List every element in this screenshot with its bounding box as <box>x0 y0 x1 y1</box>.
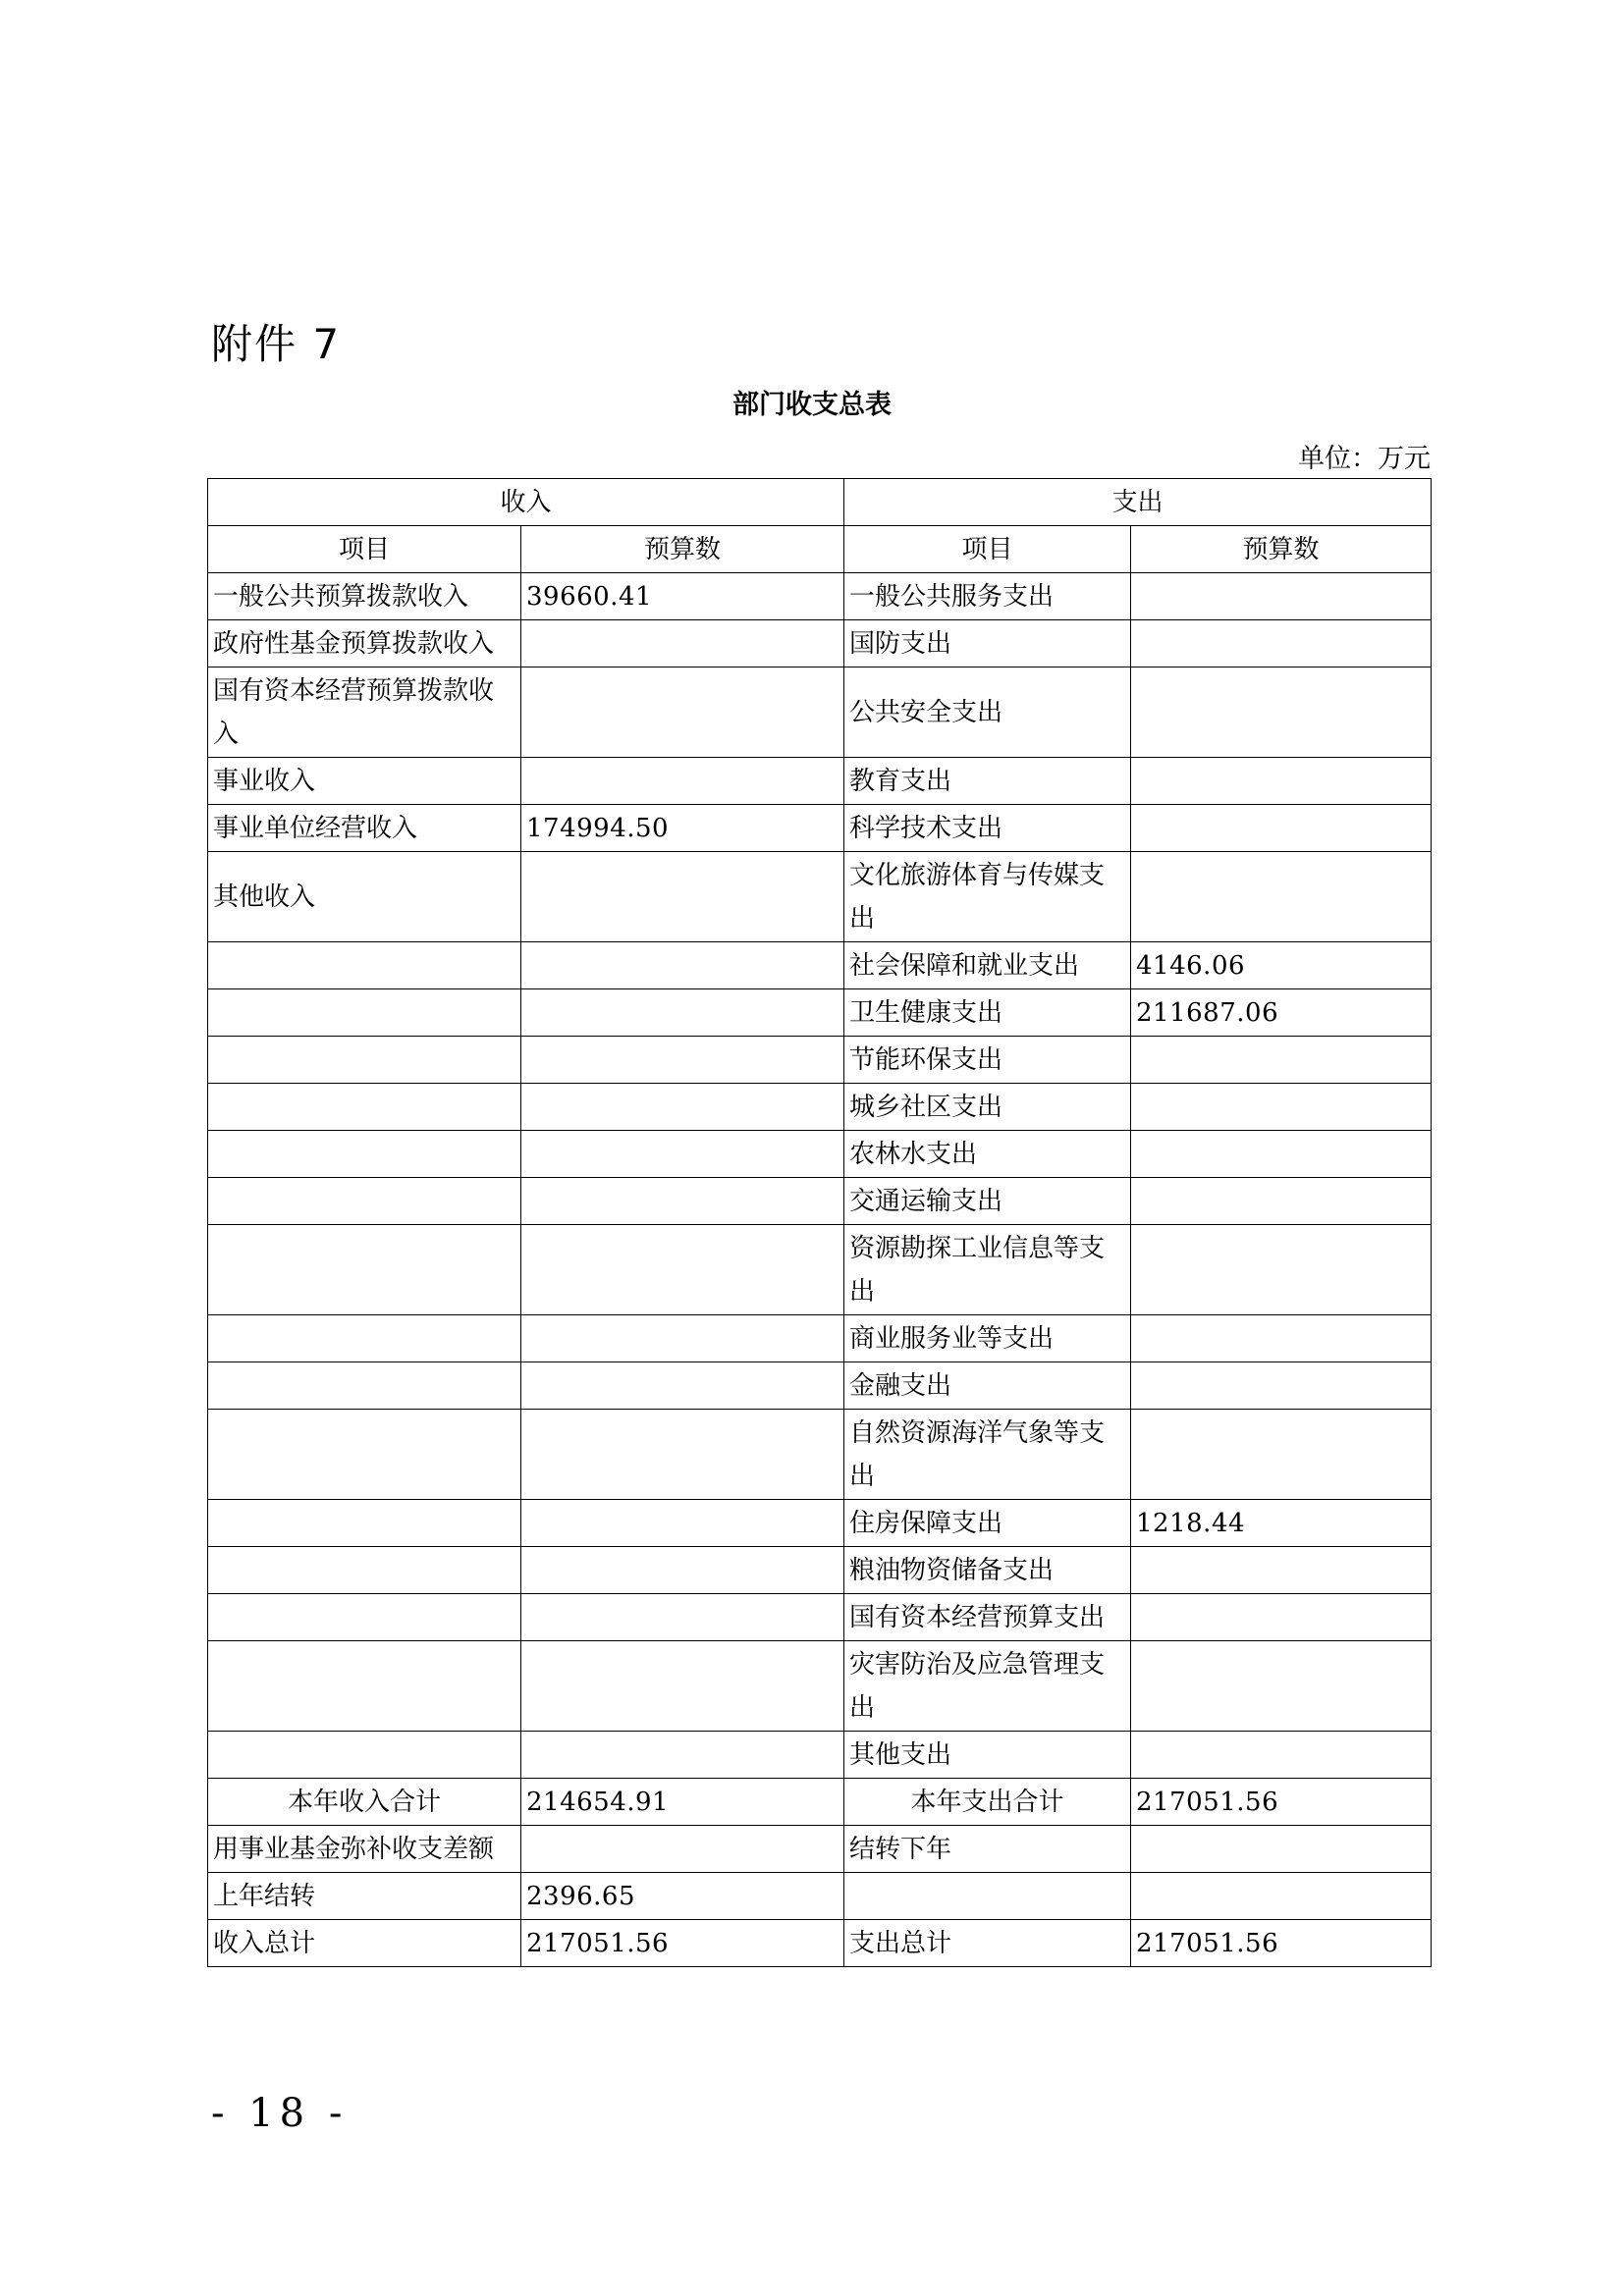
income-item-cell <box>208 1362 521 1410</box>
expense-item-cell: 城乡社区支出 <box>844 1084 1131 1131</box>
fund-income-value <box>521 1826 844 1873</box>
income-budget-cell <box>521 1178 844 1225</box>
income-total-label: 收入总计 <box>208 1920 521 1967</box>
table-row <box>208 1225 1432 1315</box>
table-row <box>208 1084 1432 1131</box>
income-item-cell <box>208 1547 521 1594</box>
income-item-cell <box>208 1500 521 1547</box>
table-row <box>208 1594 1432 1641</box>
table-row <box>208 1037 1432 1084</box>
unit-label: 单位：万元 <box>1298 444 1431 474</box>
income-budget-header: 预算数 <box>521 526 844 573</box>
expense-total-label: 支出总计 <box>844 1920 1131 1967</box>
expense-budget-cell: 1218.44 <box>1131 1500 1432 1547</box>
income-item-header: 项目 <box>208 526 521 573</box>
income-item-cell: 其他收入 <box>208 852 521 942</box>
income-item-cell: 事业单位经营收入 <box>208 805 521 852</box>
income-item-cell: 国有资本经营预算拨款收入 <box>208 667 521 758</box>
fund-row <box>208 1826 1432 1873</box>
fund-income-label: 用事业基金弥补收支差额 <box>208 1826 521 1873</box>
expense-item-cell: 交通运输支出 <box>844 1178 1131 1225</box>
income-budget-cell <box>521 1037 844 1084</box>
total-row <box>208 1920 1432 1967</box>
income-budget-cell <box>521 1732 844 1779</box>
fund-expense-value <box>1131 1826 1432 1873</box>
income-total-value: 217051.56 <box>521 1920 844 1967</box>
expense-group-header: 支出 <box>844 479 1432 526</box>
income-item-cell <box>208 989 521 1037</box>
expense-item-cell: 文化旅游体育与传媒支出 <box>844 852 1131 942</box>
expense-item-cell: 自然资源海洋气象等支出 <box>844 1410 1131 1500</box>
income-budget-cell <box>521 1131 844 1178</box>
income-item-cell <box>208 1732 521 1779</box>
income-budget-cell <box>521 1641 844 1732</box>
column-header-row <box>208 526 1432 573</box>
income-budget-cell: 174994.50 <box>521 805 844 852</box>
expense-item-header: 项目 <box>844 526 1131 573</box>
income-budget-cell <box>521 942 844 989</box>
attachment-label: 附件 7 <box>211 320 342 368</box>
table-row <box>208 1547 1432 1594</box>
income-item-cell: 事业收入 <box>208 758 521 805</box>
carryover-income-label: 上年结转 <box>208 1873 521 1920</box>
expense-budget-cell <box>1131 1547 1432 1594</box>
table-row <box>208 1315 1432 1362</box>
income-item-cell: 政府性基金预算拨款收入 <box>208 620 521 667</box>
table-row <box>208 620 1432 667</box>
income-budget-cell <box>521 1315 844 1362</box>
expense-budget-cell <box>1131 758 1432 805</box>
income-item-cell <box>208 1315 521 1362</box>
income-budget-cell <box>521 1500 844 1547</box>
budget-table <box>207 478 1432 1967</box>
expense-subtotal-value: 217051.56 <box>1131 1779 1432 1826</box>
income-item-cell: 一般公共预算拨款收入 <box>208 573 521 620</box>
expense-subtotal-label: 本年支出合计 <box>844 1779 1131 1826</box>
expense-budget-cell <box>1131 1362 1432 1410</box>
expense-item-cell: 教育支出 <box>844 758 1131 805</box>
expense-item-cell: 资源勘探工业信息等支出 <box>844 1225 1131 1315</box>
expense-item-cell: 节能环保支出 <box>844 1037 1131 1084</box>
income-subtotal-value: 214654.91 <box>521 1779 844 1826</box>
table-row <box>208 852 1432 942</box>
expense-budget-cell <box>1131 1225 1432 1315</box>
expense-item-cell: 住房保障支出 <box>844 1500 1131 1547</box>
income-budget-cell <box>521 852 844 942</box>
expense-budget-cell <box>1131 1410 1432 1500</box>
expense-item-cell: 商业服务业等支出 <box>844 1315 1131 1362</box>
expense-budget-cell <box>1131 573 1432 620</box>
income-budget-cell <box>521 620 844 667</box>
table-row <box>208 989 1432 1037</box>
income-item-cell <box>208 1225 521 1315</box>
income-budget-cell <box>521 989 844 1037</box>
income-subtotal-label: 本年收入合计 <box>208 1779 521 1826</box>
expense-budget-cell <box>1131 1732 1432 1779</box>
carryover-row <box>208 1873 1432 1920</box>
expense-budget-cell <box>1131 1131 1432 1178</box>
income-budget-cell <box>521 758 844 805</box>
expense-item-cell: 一般公共服务支出 <box>844 573 1131 620</box>
expense-budget-cell <box>1131 1641 1432 1732</box>
expense-budget-cell: 211687.06 <box>1131 989 1432 1037</box>
table-row <box>208 1131 1432 1178</box>
group-header-row <box>208 479 1432 526</box>
income-item-cell <box>208 1084 521 1131</box>
income-budget-cell <box>521 667 844 758</box>
carryover-expense-label <box>844 1873 1131 1920</box>
table-row <box>208 573 1432 620</box>
table-row <box>208 1410 1432 1500</box>
expense-budget-header: 预算数 <box>1131 526 1432 573</box>
table-row <box>208 1362 1432 1410</box>
expense-budget-cell <box>1131 805 1432 852</box>
income-budget-cell <box>521 1362 844 1410</box>
table-row <box>208 758 1432 805</box>
expense-item-cell: 公共安全支出 <box>844 667 1131 758</box>
carryover-expense-value <box>1131 1873 1432 1920</box>
table-row <box>208 1641 1432 1732</box>
income-item-cell <box>208 1178 521 1225</box>
expense-item-cell: 卫生健康支出 <box>844 989 1131 1037</box>
page-title: 部门收支总表 <box>732 390 892 420</box>
income-item-cell <box>208 1410 521 1500</box>
expense-budget-cell <box>1131 1037 1432 1084</box>
page-number: - 18 - <box>211 2091 349 2136</box>
income-budget-cell <box>521 1410 844 1500</box>
income-item-cell <box>208 942 521 989</box>
expense-item-cell: 国有资本经营预算支出 <box>844 1594 1131 1641</box>
table-row <box>208 942 1432 989</box>
expense-budget-cell: 4146.06 <box>1131 942 1432 989</box>
expense-budget-cell <box>1131 1594 1432 1641</box>
table-row <box>208 1500 1432 1547</box>
expense-budget-cell <box>1131 667 1432 758</box>
table-row <box>208 667 1432 758</box>
income-item-cell <box>208 1037 521 1084</box>
income-budget-cell: 39660.41 <box>521 573 844 620</box>
expense-budget-cell <box>1131 1178 1432 1225</box>
expense-budget-cell <box>1131 1315 1432 1362</box>
income-item-cell <box>208 1131 521 1178</box>
expense-item-cell: 农林水支出 <box>844 1131 1131 1178</box>
income-group-header: 收入 <box>208 479 844 526</box>
income-item-cell <box>208 1641 521 1732</box>
income-budget-cell <box>521 1084 844 1131</box>
table-row <box>208 805 1432 852</box>
table-row <box>208 1178 1432 1225</box>
expense-item-cell: 科学技术支出 <box>844 805 1131 852</box>
expense-budget-cell <box>1131 852 1432 942</box>
table-row <box>208 1732 1432 1779</box>
expense-total-value: 217051.56 <box>1131 1920 1432 1967</box>
expense-item-cell: 国防支出 <box>844 620 1131 667</box>
expense-item-cell: 粮油物资储备支出 <box>844 1547 1131 1594</box>
income-budget-cell <box>521 1547 844 1594</box>
expense-item-cell: 其他支出 <box>844 1732 1131 1779</box>
income-budget-cell <box>521 1594 844 1641</box>
carryover-income-value: 2396.65 <box>521 1873 844 1920</box>
expense-item-cell: 社会保障和就业支出 <box>844 942 1131 989</box>
fund-expense-label: 结转下年 <box>844 1826 1131 1873</box>
subtotal-row <box>208 1779 1432 1826</box>
expense-item-cell: 金融支出 <box>844 1362 1131 1410</box>
income-budget-cell <box>521 1225 844 1315</box>
expense-budget-cell <box>1131 620 1432 667</box>
income-item-cell <box>208 1594 521 1641</box>
expense-item-cell: 灾害防治及应急管理支出 <box>844 1641 1131 1732</box>
expense-budget-cell <box>1131 1084 1432 1131</box>
